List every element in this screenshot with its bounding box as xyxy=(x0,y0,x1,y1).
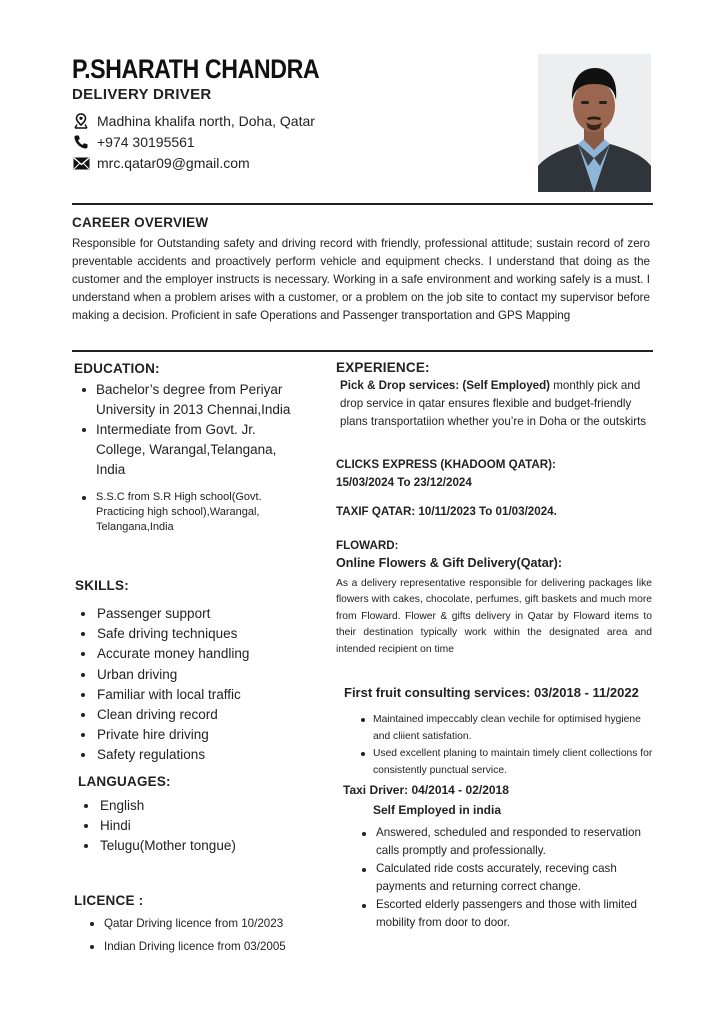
candidate-name: P.SHARATH CHANDRA xyxy=(72,54,320,84)
clicks-dates: 15/03/2024 To 23/12/2024 xyxy=(336,476,472,489)
list-item: Clean driving record xyxy=(79,705,309,725)
list-item: Passenger support xyxy=(79,604,309,624)
address-text: Madhina khalifa north, Doha, Qatar xyxy=(97,113,315,129)
floward-title: FLOWARD: xyxy=(336,539,399,552)
list-item: Telugu(Mother tongue) xyxy=(82,836,302,856)
contact-address xyxy=(72,113,315,129)
list-item: Safe driving techniques xyxy=(79,624,309,644)
phone-text: +974 30195561 xyxy=(97,134,195,150)
pick-drop-entry xyxy=(340,377,655,431)
list-item: Calculated ride costs accurately, receving cash payments and returning correct change. xyxy=(360,860,658,896)
phone-icon xyxy=(72,134,90,150)
clicks-title: CLICKS EXPRESS (KHADOOM QATAR): xyxy=(336,458,556,471)
languages-title: LANGUAGES: xyxy=(78,774,171,789)
career-overview-title: CAREER OVERVIEW xyxy=(72,215,209,230)
licence-list xyxy=(88,912,328,958)
list-item: English xyxy=(82,796,302,816)
contact-phone xyxy=(72,134,195,150)
list-item: Answered, scheduled and responded to reservation calls promptly and professionally. xyxy=(360,824,658,860)
list-item: Familiar with local traffic xyxy=(79,685,309,705)
envelope-icon xyxy=(72,155,90,171)
list-item: Qatar Driving licence from 10/2023 xyxy=(88,912,328,935)
location-pin-icon xyxy=(72,113,90,129)
list-item: Escorted elderly passengers and those with limited mobility from door to door. xyxy=(360,896,658,932)
contact-email xyxy=(72,155,250,171)
list-item: S.S.C from S.R High school(Govt. Practicing high school),Warangal, Telangana,India xyxy=(80,490,300,535)
pick-drop-text: monthly pick and drop service in qatar ensures flexible and budget-friendly plans transportatiion whether you’re in Doha or the outskirts xyxy=(340,379,647,428)
job-title: DELIVERY DRIVER xyxy=(72,86,212,103)
experience-title: EXPERIENCE: xyxy=(336,360,430,375)
list-item: Urban driving xyxy=(79,665,309,685)
skills-title: SKILLS: xyxy=(75,578,129,593)
licence-title: LICENCE : xyxy=(74,893,144,908)
skills-list xyxy=(79,604,309,766)
languages-list xyxy=(82,796,302,857)
profile-photo xyxy=(538,54,651,192)
pick-drop-title: Pick & Drop services: (Self Employed) xyxy=(340,379,551,392)
taxi-subtitle: Self Employed in india xyxy=(373,803,502,817)
floward-subtitle: Online Flowers & Gift Delivery(Qatar): xyxy=(336,556,563,570)
taxi-title: Taxi Driver: 04/2014 - 02/2018 xyxy=(343,783,509,797)
divider xyxy=(72,203,653,205)
first-fruit-list xyxy=(359,711,659,779)
list-item: Safety regulations xyxy=(79,745,309,765)
divider xyxy=(72,350,653,352)
education-list xyxy=(80,380,300,535)
list-item: Maintained impeccably clean vechile for optimised hygiene and cliient satisfation. xyxy=(359,711,659,745)
list-item: Indian Driving licence from 03/2005 xyxy=(88,935,328,958)
list-item: Accurate money handling xyxy=(79,644,309,664)
list-item: Private hire driving xyxy=(79,725,309,745)
career-overview-text: Responsible for Outstanding safety and driving record with friendly, professional attitude; sustain record of zero preventable accidents and proactively perform vehicle and equipment checks. I understand that doing as the customer and the employer instructs is necessary. Working in a safe environment and working safely is a must. I understand when a problem arises with a customer, or a problem on the job site to contact my supervisor before making a decision. Proficient in safe Operations and Passenger transportation and GPS Mapping xyxy=(72,237,650,322)
floward-text: As a delivery representative responsible for delivering packages like flowers with cakes, chocolate, perfumes, gift baskets and much more from Floward. Flower & gifts delivery in Qatar by Floward items to their destination typically work within the designated area and intended recipient on time xyxy=(336,578,652,655)
list-item: Hindi xyxy=(82,816,302,836)
education-title: EDUCATION: xyxy=(74,361,160,376)
email-text: mrc.qatar09@gmail.com xyxy=(97,155,250,171)
taxi-list xyxy=(360,824,658,932)
list-item: Intermediate from Govt. Jr. College, Warangal,Telangana, India xyxy=(80,420,300,480)
first-fruit-title: First fruit consulting services: 03/2018 - 11/2022 xyxy=(344,685,639,700)
list-item: Used excellent planing to maintain timely client collections for consistently punctual service. xyxy=(359,745,659,779)
list-item: Bachelor’s degree from Periyar University in 2013 Chennai,India xyxy=(80,380,300,420)
taxif-entry: TAXIF QATAR: 10/11/2023 To 01/03/2024. xyxy=(336,505,557,518)
